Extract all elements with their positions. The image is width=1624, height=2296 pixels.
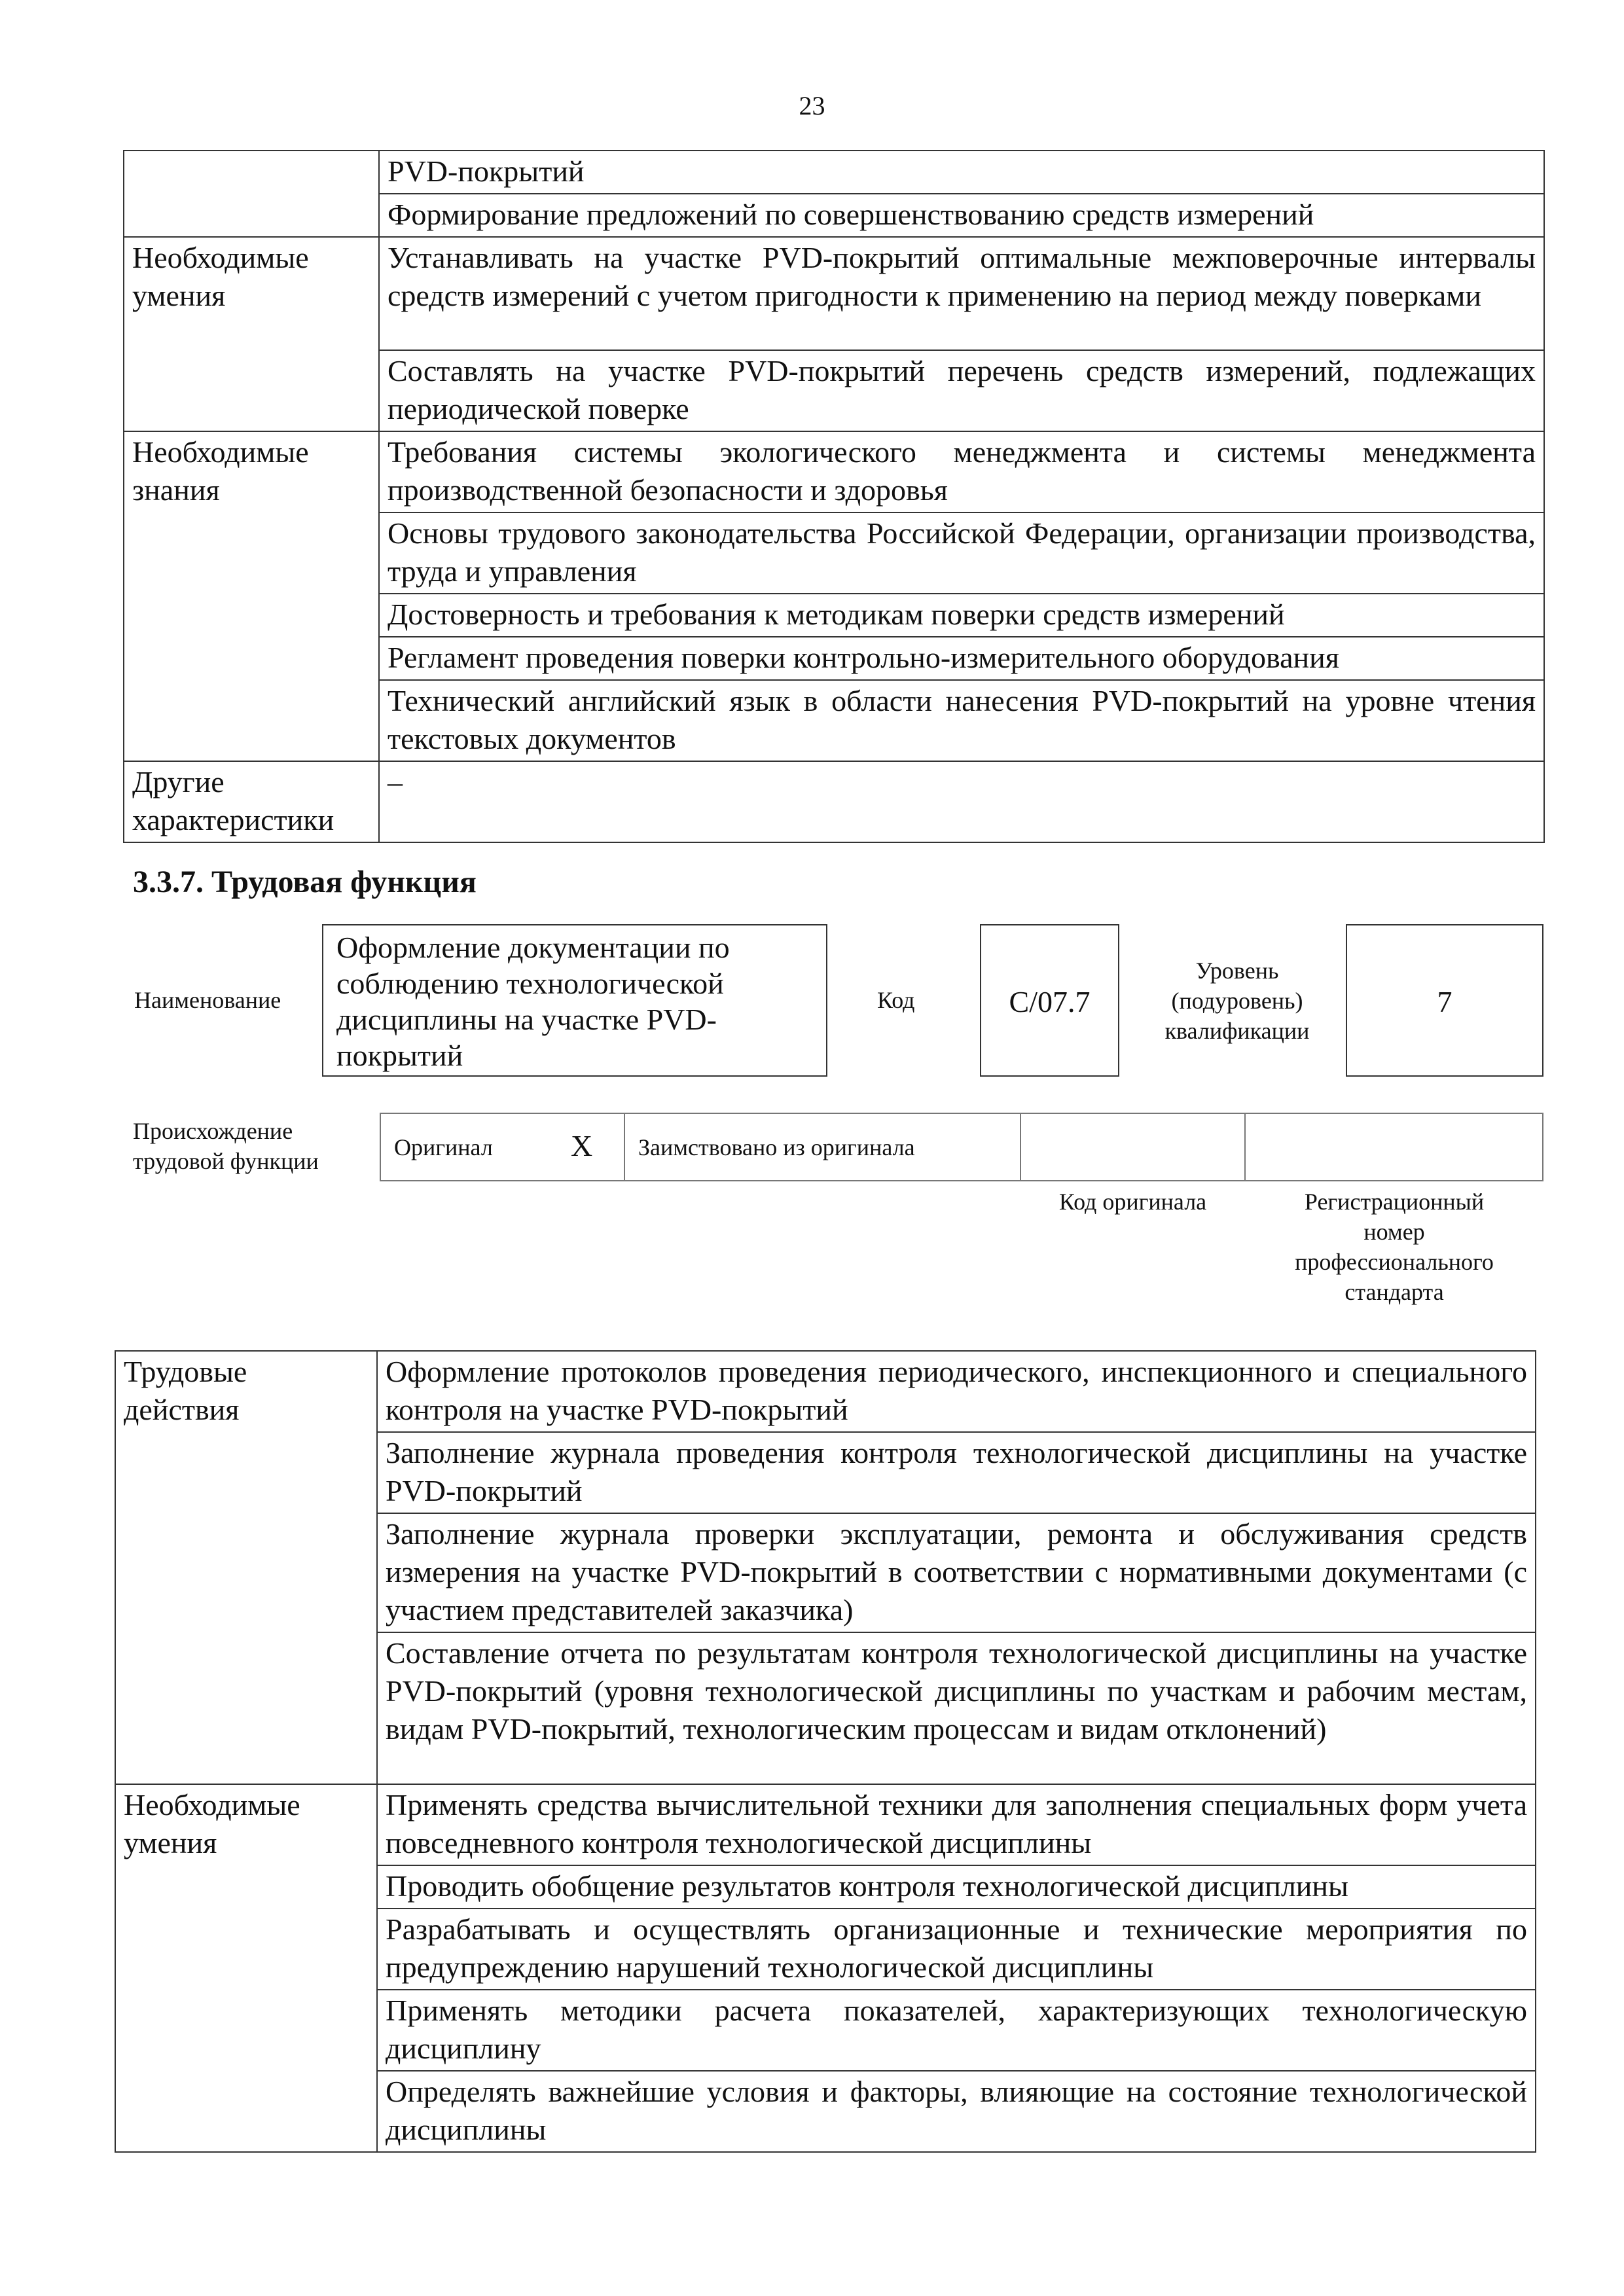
table-cell: Применять методики расчета показателей, характеризующих технологическую дисциплину bbox=[377, 1990, 1536, 2071]
original-label: Оригинал bbox=[394, 1134, 493, 1160]
row-label-actions: Трудовые действия bbox=[115, 1351, 377, 1784]
level-label: Уровень (подуровень) квалификации bbox=[1164, 958, 1310, 1044]
page-number: 23 bbox=[799, 91, 825, 120]
table-row bbox=[124, 151, 1544, 194]
table-row bbox=[124, 237, 1544, 350]
row-label-skills: Необходимые умения bbox=[124, 237, 379, 431]
table-cell: Требования системы экологического менеджмента и системы менеджмента производственной безопасности и здоровья bbox=[379, 431, 1544, 512]
table-row bbox=[115, 1351, 1536, 1432]
original-code-cell bbox=[1020, 1113, 1246, 1181]
original-code-caption: Код оригинала bbox=[1058, 1189, 1207, 1215]
table-row bbox=[124, 761, 1544, 842]
row-label-knowledge: Необходимые знания bbox=[124, 431, 379, 761]
code-label: Код bbox=[877, 987, 915, 1013]
level-value-box bbox=[1346, 924, 1543, 1077]
labor-function-table bbox=[115, 1350, 1536, 2153]
table-cell: – bbox=[379, 761, 1544, 842]
table-cell: Формирование предложений по совершенствованию средств измерений bbox=[379, 194, 1544, 237]
top-requirements-table bbox=[123, 150, 1545, 843]
borrowed-cell bbox=[624, 1113, 1021, 1181]
borrowed-label: Заимствовано из оригинала bbox=[638, 1134, 915, 1160]
code-value: С/07.7 bbox=[1009, 985, 1091, 1018]
table-cell: Применять средства вычислительной техники для заполнения специальных форм учета повседневного контроля технологической дисциплины bbox=[377, 1784, 1536, 1865]
row-label bbox=[124, 151, 379, 237]
table-cell: Составление отчета по результатам контроля технологической дисциплины на участке PVD-покрытий (уровня технологической дисциплины по участкам и рабочим местам, видам PVD-покрытий, технологическим процессам и видам отклонений) bbox=[377, 1632, 1536, 1784]
reg-number-caption: Регистрационный номер профессионального стандарта bbox=[1295, 1189, 1494, 1305]
section-heading: 3.3.7. Трудовая функция bbox=[133, 865, 477, 899]
table-cell: Заполнение журнала проверки эксплуатации, ремонта и обслуживания средств измерения на участке PVD-покрытий в соответствии с нормативными документами (с участием представителей заказчика) bbox=[377, 1513, 1536, 1632]
table-cell: Регламент проведения поверки контрольно-измерительного оборудования bbox=[379, 637, 1544, 680]
original-cell bbox=[380, 1113, 625, 1181]
table-cell: Проводить обобщение результатов контроля технологической дисциплины bbox=[377, 1865, 1536, 1909]
name-value-box bbox=[322, 924, 827, 1077]
code-value-box bbox=[980, 924, 1119, 1077]
table-cell: Технический английский язык в области нанесения PVD-покрытий на уровне чтения текстовых документов bbox=[379, 680, 1544, 761]
table-cell: Заполнение журнала проведения контроля технологической дисциплины на участке PVD-покрытий bbox=[377, 1432, 1536, 1513]
original-mark: X bbox=[571, 1129, 593, 1162]
table-cell: Оформление протоколов проведения периодического, инспекционного и специального контроля на участке PVD-покрытий bbox=[377, 1351, 1536, 1432]
table-cell: Основы трудового законодательства Российской Федерации, организации производства, труда и управления bbox=[379, 512, 1544, 594]
level-value: 7 bbox=[1437, 985, 1453, 1018]
table-cell: Составлять на участке PVD-покрытий перечень средств измерений, подлежащих периодической поверке bbox=[379, 350, 1544, 431]
reg-number-cell bbox=[1244, 1113, 1543, 1181]
table-cell: Достоверность и требования к методикам поверки средств измерений bbox=[379, 594, 1544, 637]
row-label-other: Другие характеристики bbox=[124, 761, 379, 842]
name-value: Оформление документации по соблюдению технологической дисциплины на участке PVD-покрытий bbox=[336, 931, 730, 1072]
table-cell: Разрабатывать и осуществлять организационные и технические мероприятия по предупреждению нарушений технологической дисциплины bbox=[377, 1909, 1536, 1990]
table-cell: PVD-покрытий bbox=[379, 151, 1544, 194]
table-cell: Устанавливать на участке PVD-покрытий оптимальные межповерочные интервалы средств измерений с учетом пригодности к применению на период между поверками bbox=[379, 237, 1544, 350]
table-row bbox=[124, 431, 1544, 512]
name-label: Наименование bbox=[134, 987, 281, 1013]
row-label-skills: Необходимые умения bbox=[115, 1784, 377, 2152]
table-cell: Определять важнейшие условия и факторы, влияющие на состояние технологической дисциплины bbox=[377, 2071, 1536, 2152]
table-row bbox=[115, 1784, 1536, 1865]
origin-label: Происхождение трудовой функции bbox=[133, 1118, 319, 1174]
